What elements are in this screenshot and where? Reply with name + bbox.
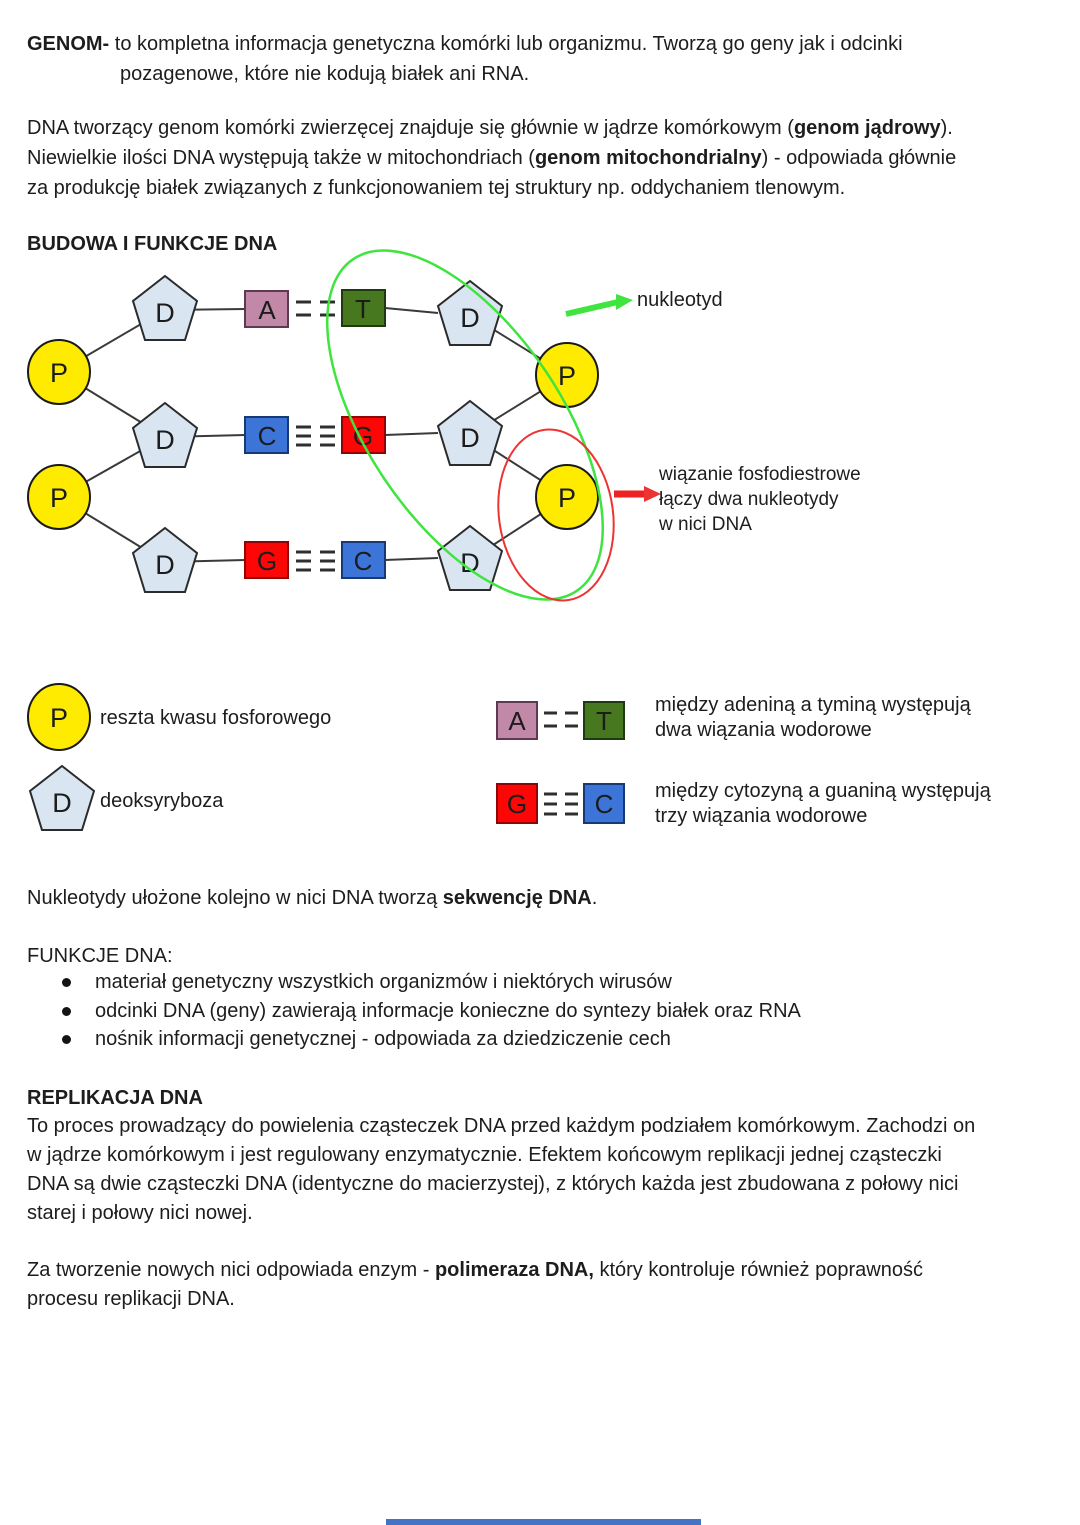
phosphate-symbol: P xyxy=(557,361,577,391)
legend-base-letter: C xyxy=(594,789,614,819)
hydrogen-bonds-three xyxy=(296,427,335,445)
list-item: odcinki DNA (geny) zawierają informacje konieczne do syntezy białek oraz RNA xyxy=(95,1000,801,1022)
paragraph-sequence: Nukleotydy ułożone kolejno w nici DNA tworzą sekwencję DNA. xyxy=(27,887,598,909)
list-item: materiał genetyczny wszystkich organizmów i niektórych wirusów xyxy=(95,971,672,993)
legend-phosphate-symbol: P xyxy=(49,703,69,733)
paragraph-replication-line2: w jądrze komórkowym i jest regulowany enzymatycznie. Efektem końcowym replikacji jednej cząsteczki xyxy=(27,1144,942,1166)
bullet-dot xyxy=(62,1035,71,1044)
phosphodiester-label: wiązanie fosfodiestrowe łączy dwa nukleotydy w nici DNA xyxy=(659,464,861,535)
bullet-dot xyxy=(62,978,71,987)
paragraph-replication-line3: DNA są dwie cząsteczki DNA (identyczne do macierzystej), z których każda jest zbudowana z połowy nici xyxy=(27,1173,959,1195)
legend-gc-label: między cytozyną a guaniną występują trzy wiązania wodorowe xyxy=(655,780,991,827)
nucleotide-label: nukleotyd xyxy=(637,289,723,311)
paragraph-polymerase-line1: Za tworzenie nowych nici odpowiada enzym - polimeraza DNA, który kontroluje również poprawność xyxy=(27,1259,923,1281)
legend-sugar-label: deoksyryboza xyxy=(100,790,224,812)
legend-hydrogen-bonds-two xyxy=(544,713,578,726)
sugar-symbol: D xyxy=(460,303,480,333)
phosphate-symbol: P xyxy=(49,483,69,513)
list-item: nośnik informacji genetycznej - odpowiada za dziedziczenie cech xyxy=(95,1028,671,1050)
sugar-symbol: D xyxy=(155,298,175,328)
hydrogen-bonds-three xyxy=(296,552,335,570)
nucleotide-arrow xyxy=(566,302,618,314)
phosphate-symbol: P xyxy=(49,358,69,388)
base-letter: A xyxy=(258,295,276,325)
paragraph-location-line1: DNA tworzący genom komórki zwierzęcej znajduje się głównie w jądrze komórkowym (genom jądrowy). xyxy=(27,117,953,139)
sugar-symbol: D xyxy=(460,548,480,578)
next-page-edge-bar xyxy=(386,1519,701,1525)
sugar-symbol: D xyxy=(155,425,175,455)
heading-replication: REPLIKACJA DNA xyxy=(27,1087,203,1109)
base-letter: T xyxy=(355,294,371,324)
paragraph-polymerase-line2: procesu replikacji DNA. xyxy=(27,1288,235,1310)
heading-functions: FUNKCJE DNA: xyxy=(27,945,173,967)
nucleotide-arrowhead xyxy=(616,294,633,310)
base-letter: G xyxy=(256,546,278,576)
base-letter: C xyxy=(353,546,373,576)
base-letter: C xyxy=(257,421,277,451)
bullet-dot xyxy=(62,1007,71,1016)
legend-sugar-symbol: D xyxy=(52,788,72,818)
sugar-symbol: D xyxy=(155,550,175,580)
legend-hydrogen-bonds-three xyxy=(544,794,578,814)
paragraph-genom-line2: pozagenowe, które nie kodują białek ani RNA. xyxy=(120,63,530,85)
heading-structure: BUDOWA I FUNKCJE DNA xyxy=(27,233,278,255)
paragraph-location-line2: Niewielkie ilości DNA występują także w mitochondriach (genom mitochondrialny) - odpowiada głównie xyxy=(27,147,957,169)
term-genom-jadrowy: genom jądrowy xyxy=(793,117,941,139)
sugar-symbol: D xyxy=(460,423,480,453)
paragraph-replication-line4: starej i połowy nici nowej. xyxy=(27,1202,253,1224)
paragraph-replication-line1: To proces prowadzący do powielenia cząsteczek DNA przed każdym podziałem komórkowym. Zachodzi on xyxy=(27,1115,976,1137)
legend-at-label: między adeniną a tyminą występują dwa wiązania wodorowe xyxy=(655,694,971,741)
legend-phosphate-label: reszta kwasu fosforowego xyxy=(100,707,332,729)
phosphate-symbol: P xyxy=(557,483,577,513)
base-letter: G xyxy=(352,421,374,451)
legend-base-letter: T xyxy=(596,706,612,736)
genom-definition: to kompletna informacja genetyczna komórki lub organizmu. Tworzą go geny jak i odcinki xyxy=(109,33,903,55)
legend-base-letter: A xyxy=(508,706,526,736)
term-genom: GENOM- xyxy=(27,33,110,55)
term-genom-mitochondrialny: genom mitochondrialny xyxy=(534,147,762,169)
term-polimeraza-dna: polimeraza DNA, xyxy=(434,1259,594,1281)
paragraph-location-line3: za produkcję białek związanych z funkcjonowaniem tej struktury np. oddychaniem tlenowym. xyxy=(27,177,846,199)
term-sekwencja-dna: sekwencję DNA xyxy=(442,887,592,909)
legend-base-letter: G xyxy=(506,789,528,819)
